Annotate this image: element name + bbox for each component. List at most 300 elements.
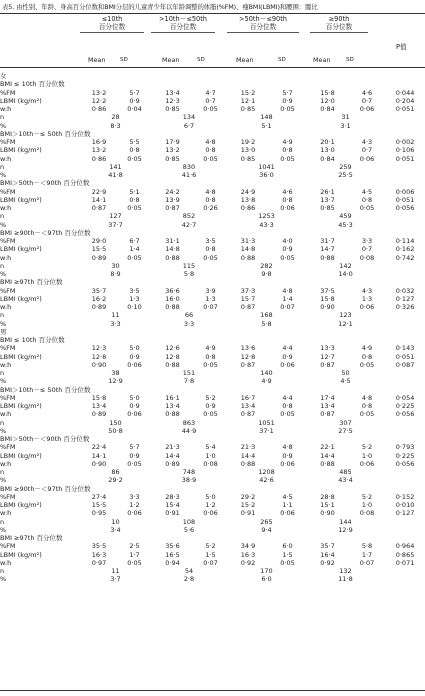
sd-cell: 0·9 — [282, 245, 293, 254]
mean-cell: 17·9 — [165, 138, 180, 146]
sd-cell: 4·6 — [282, 187, 293, 196]
sd-cell: 0·26 — [203, 204, 218, 212]
sd-cell: 0·08 — [359, 509, 375, 518]
p-value-cell: 0·106 — [395, 146, 415, 155]
table-row — [0, 427, 425, 435]
group-label: BMI ≥90th－＜97th 百分位数 — [0, 484, 91, 493]
sd-cell: 0·8 — [361, 195, 373, 204]
p-value-cell: 0·127 — [395, 509, 415, 518]
count-cell: 50·8 — [108, 426, 123, 435]
table-row — [0, 97, 425, 105]
row-label: w:h — [0, 558, 12, 567]
table-row — [0, 567, 425, 575]
mean-cell: 31·1 — [165, 237, 180, 245]
mean-cell: 12·6 — [165, 344, 180, 353]
table-row — [0, 443, 425, 451]
mean-cell: 0·85 — [240, 105, 256, 113]
mean-cell: 21·3 — [165, 443, 180, 452]
p-value-cell: 0·087 — [395, 360, 415, 369]
sd-cell: 0·08 — [359, 253, 375, 262]
row-label: LBMI (kg/m²) — [0, 146, 42, 155]
mean-cell: 12·8 — [240, 352, 256, 361]
sd-cell: 0·07 — [359, 558, 375, 567]
count-cell: 5·1 — [261, 121, 272, 130]
count-cell: 3·4 — [110, 525, 121, 534]
count-cell: 132 — [339, 567, 352, 575]
table-row — [0, 460, 425, 468]
sd-cell: 0·06 — [127, 509, 142, 518]
table-row — [0, 155, 425, 163]
sd-cell: 1·2 — [205, 501, 216, 509]
sd-cell: 0·9 — [129, 451, 140, 460]
header-group-1-label: ≤10th 百分位数 — [98, 15, 126, 31]
row-label: w:h — [0, 105, 12, 113]
p-value-cell: 0·056 — [395, 410, 415, 419]
mean-cell: 15·8 — [320, 88, 335, 97]
mean-cell: 26·1 — [320, 187, 335, 196]
mean-header: Mean — [88, 56, 106, 64]
row-label: % — [0, 171, 7, 179]
mean-cell: 24·2 — [165, 187, 180, 196]
sd-cell: 4·4 — [282, 393, 293, 402]
mean-cell: 0·89 — [91, 303, 107, 311]
p-value-cell: 0·225 — [395, 402, 415, 410]
mean-header: Mean — [313, 56, 331, 64]
sd-cell: 0·05 — [203, 154, 218, 163]
sd-cell: 0·7 — [361, 96, 373, 105]
sd-cell: 0·7 — [361, 146, 373, 155]
sd-cell: 4·3 — [361, 138, 373, 146]
row-label: LBMI (kg/m²) — [0, 96, 42, 105]
sd-cell: 0·9 — [282, 96, 293, 105]
empty-cell — [385, 427, 425, 435]
p-value-cell: 0·010 — [395, 501, 415, 509]
row-label: LBMI (kg/m²) — [0, 195, 42, 204]
mean-cell: 14·4 — [240, 451, 256, 460]
table-row — [0, 245, 425, 253]
count-cell: 168 — [260, 311, 273, 320]
group-row — [0, 534, 425, 542]
table-row — [0, 295, 425, 303]
empty-cell — [385, 113, 425, 121]
table-row — [0, 559, 425, 567]
mean-cell: 15·7 — [240, 294, 256, 303]
row-label: %FM — [0, 187, 16, 196]
empty-cell — [385, 575, 425, 583]
top-rule — [0, 13, 425, 14]
count-cell: 50 — [341, 369, 350, 377]
sd-cell: 0·05 — [127, 253, 142, 262]
mean-cell: 13·4 — [165, 402, 180, 410]
mean-cell: 0·88 — [165, 410, 180, 419]
empty-cell — [385, 468, 425, 476]
sd-cell: 1·4 — [129, 245, 140, 254]
mean-cell: 16·7 — [240, 393, 256, 402]
empty-cell — [385, 212, 425, 220]
count-cell: 4·5 — [340, 377, 351, 386]
sd-cell: 1·7 — [129, 550, 140, 559]
mean-cell: 12·3 — [91, 344, 107, 353]
sd-cell: 0·06 — [280, 204, 295, 212]
sd-cell: 0·04 — [127, 105, 142, 113]
sd-cell: 3·3 — [129, 492, 140, 501]
row-label: %FM — [0, 138, 16, 146]
count-cell: 115 — [182, 261, 196, 270]
p-value-cell: 0·742 — [395, 253, 415, 262]
count-cell: 3·3 — [183, 319, 195, 328]
row-label: % — [0, 525, 7, 534]
count-cell: 43·3 — [259, 220, 274, 229]
row-label: n — [0, 212, 5, 221]
sd-cell: 4·8 — [282, 443, 293, 452]
count-cell: 41·8 — [108, 171, 123, 179]
sd-cell: 6·7 — [129, 237, 140, 245]
mean-cell: 13·2 — [91, 146, 107, 155]
mean-cell: 0·87 — [91, 204, 107, 212]
count-cell: 27·5 — [338, 426, 353, 435]
sd-cell: 2·5 — [129, 542, 140, 551]
group-label: BMI＞10th－≤ 50th 百分位数 — [0, 129, 91, 138]
group-label: BMI ≥97th 百分位数 — [0, 278, 63, 287]
sd-cell: 4·5 — [282, 492, 293, 501]
sd-cell: 0·05 — [203, 253, 218, 262]
mean-cell: 0·89 — [91, 253, 107, 262]
sd-cell: 4·7 — [205, 88, 216, 97]
count-cell: 7·8 — [183, 377, 195, 386]
sd-cell: 4·5 — [361, 187, 373, 196]
mean-cell: 13·4 — [240, 402, 256, 410]
sd-cell: 0·9 — [205, 402, 216, 410]
sd-cell: 1·7 — [361, 550, 373, 559]
sd-cell: 0·06 — [359, 105, 375, 113]
mean-cell: 29·0 — [91, 237, 107, 245]
count-cell: 863 — [182, 418, 196, 427]
table-row — [0, 146, 425, 154]
sd-cell: 0·05 — [203, 105, 218, 113]
table-row — [0, 138, 425, 146]
sd-cell: 0·05 — [359, 360, 375, 369]
count-cell: 1041 — [258, 162, 275, 171]
mean-cell: 14·8 — [165, 245, 180, 254]
table-row — [0, 212, 425, 220]
row-label: % — [0, 121, 7, 130]
mean-cell: 0·88 — [320, 459, 335, 468]
sd-cell: 0·05 — [127, 204, 142, 212]
mean-cell: 15·8 — [320, 294, 335, 303]
bottom-rule — [0, 690, 425, 691]
p-value-cell: 0·051 — [395, 105, 415, 113]
mean-cell: 13·7 — [320, 195, 335, 204]
row-label: LBMI (kg/m²) — [0, 402, 42, 410]
mean-cell: 16·5 — [165, 550, 180, 559]
count-cell: 307 — [339, 418, 352, 427]
count-cell: 1051 — [258, 418, 275, 427]
group-row — [0, 80, 425, 88]
empty-cell — [385, 476, 425, 484]
row-label: % — [0, 377, 7, 386]
sd-cell: 4·8 — [205, 138, 216, 146]
mean-cell: 12·8 — [91, 352, 107, 361]
sd-cell: 0·07 — [203, 303, 218, 311]
sd-cell: 1·5 — [205, 550, 216, 559]
sd-cell: 6·0 — [282, 542, 293, 551]
count-cell: 148 — [260, 113, 273, 122]
p-value-cell: 0·006 — [395, 187, 415, 196]
row-label: w:h — [0, 204, 12, 212]
header-group-4-label: ≥90th 百分位数 — [325, 15, 353, 31]
sd-cell: 0·05 — [280, 154, 295, 163]
group-row — [0, 386, 425, 394]
group-label: BMI＞10th－≤ 50th 百分位数 — [0, 385, 91, 394]
mean-cell: 15·5 — [91, 245, 107, 254]
count-cell: 38 — [111, 369, 120, 377]
p-value-cell: 0·051 — [395, 195, 415, 204]
table-row — [0, 394, 425, 402]
count-cell: 4·9 — [261, 377, 272, 386]
count-cell: 12·9 — [338, 525, 353, 534]
sd-cell: 5·8 — [361, 542, 373, 551]
count-cell: 459 — [339, 212, 352, 221]
table-row — [0, 402, 425, 410]
sd-cell: 1·0 — [361, 501, 373, 509]
table-row — [0, 509, 425, 517]
sd-cell: 0·08 — [203, 459, 218, 468]
mean-cell: 15·4 — [165, 501, 180, 509]
mean-cell: 0·84 — [320, 105, 335, 113]
table-row — [0, 493, 425, 501]
mean-cell: 13·0 — [240, 146, 256, 155]
header-group-2 — [151, 15, 215, 33]
count-cell: 36·0 — [259, 171, 274, 179]
mean-cell: 16·2 — [91, 294, 107, 303]
mean-cell: 37·3 — [240, 286, 256, 295]
row-label: w:h — [0, 459, 12, 468]
mean-cell: 0·97 — [91, 558, 107, 567]
count-cell: 140 — [260, 369, 273, 377]
sd-cell: 1·4 — [282, 294, 293, 303]
table-row — [0, 237, 425, 245]
mean-cell: 0·85 — [165, 105, 180, 113]
mean-cell: 0·87 — [240, 360, 256, 369]
empty-cell — [385, 419, 425, 427]
mean-header: Mean — [162, 56, 180, 64]
count-cell: 25·5 — [338, 171, 353, 179]
row-label: n — [0, 162, 5, 171]
group-row — [0, 179, 425, 187]
count-cell: 12·1 — [338, 319, 353, 328]
sd-cell: 1·3 — [361, 294, 373, 303]
group-label: BMI＞50th－＜90th 百分位数 — [0, 179, 90, 188]
sd-cell: 0·06 — [280, 360, 295, 369]
table-row — [0, 122, 425, 130]
sd-cell: 5·7 — [129, 88, 140, 97]
mean-cell: 24·9 — [240, 187, 256, 196]
sd-cell: 0·9 — [129, 402, 140, 410]
empty-cell — [385, 369, 425, 377]
sd-cell: 5·0 — [129, 344, 140, 353]
row-label: w:h — [0, 303, 12, 311]
mean-header: Mean — [236, 56, 254, 64]
row-label: w:h — [0, 154, 12, 163]
mean-cell: 15·5 — [91, 501, 107, 509]
sd-cell: 0·10 — [127, 303, 142, 311]
count-cell: 42·7 — [181, 220, 197, 229]
mean-cell: 0·88 — [240, 253, 256, 262]
p-value-cell: 0·162 — [395, 245, 415, 254]
p-value-cell: 0·071 — [395, 558, 415, 567]
mean-cell: 13·0 — [320, 146, 335, 155]
empty-cell — [385, 122, 425, 130]
row-label: % — [0, 270, 7, 278]
row-label: LBMI (kg/m²) — [0, 501, 42, 509]
mean-cell: 27·4 — [91, 492, 107, 501]
p-value-cell: 0·143 — [395, 344, 415, 353]
mean-cell: 0·85 — [240, 154, 256, 163]
p-value-cell: 0·054 — [395, 393, 415, 402]
mean-cell: 29·2 — [240, 492, 256, 501]
sd-cell: 0·05 — [127, 558, 142, 567]
mean-cell: 0·91 — [165, 509, 180, 518]
mean-cell: 14·1 — [91, 451, 107, 460]
mean-cell: 0·87 — [320, 410, 335, 419]
sd-cell: 3·3 — [361, 237, 373, 245]
p-value-cell: 0·056 — [395, 459, 415, 468]
mean-cell: 0·92 — [240, 558, 256, 567]
sd-cell: 0·8 — [205, 146, 216, 155]
sd-cell: 1·3 — [129, 294, 140, 303]
p-value-cell: 0·032 — [395, 286, 415, 295]
table-row — [0, 204, 425, 212]
empty-cell — [385, 171, 425, 179]
header-group-1 — [80, 15, 144, 33]
row-label: LBMI (kg/m²) — [0, 294, 42, 303]
sd-cell: 1·0 — [361, 451, 373, 460]
mean-cell: 12·3 — [165, 96, 180, 105]
data-table — [0, 72, 425, 584]
mean-cell: 22·1 — [320, 443, 335, 452]
count-cell: 54 — [184, 567, 194, 575]
mean-cell: 16·9 — [91, 138, 107, 146]
mean-cell: 0·86 — [91, 154, 107, 163]
mean-cell: 0·88 — [240, 459, 256, 468]
p-value-cell: 0·204 — [395, 96, 415, 105]
sd-cell: 0·05 — [203, 410, 218, 419]
row-label: n — [0, 567, 5, 575]
mean-cell: 0·88 — [165, 303, 180, 311]
mean-cell: 0·90 — [320, 509, 335, 518]
mean-cell: 16·3 — [91, 550, 107, 559]
p-value-cell: 0·964 — [395, 542, 415, 551]
count-cell: 10 — [111, 517, 120, 526]
count-cell: 8·3 — [110, 121, 121, 130]
table-row — [0, 344, 425, 352]
sd-cell: 0·7 — [205, 96, 216, 105]
row-label: %FM — [0, 492, 16, 501]
mean-cell: 16·1 — [165, 393, 180, 402]
count-cell: 11 — [111, 567, 120, 575]
mean-cell: 0·94 — [165, 558, 180, 567]
sd-cell: 5·5 — [129, 138, 140, 146]
row-label: n — [0, 369, 5, 377]
mean-cell: 0·87 — [240, 303, 256, 311]
mean-cell: 21·3 — [240, 443, 256, 452]
mean-cell: 0·89 — [91, 410, 107, 419]
sd-cell: 4·8 — [205, 187, 216, 196]
count-cell: 150 — [109, 418, 122, 427]
row-label: n — [0, 311, 5, 320]
mean-cell: 12·1 — [240, 96, 256, 105]
table-row — [0, 452, 425, 460]
mean-cell: 14·1 — [91, 195, 107, 204]
count-cell: 6·7 — [183, 121, 195, 130]
sd-cell: 3·9 — [205, 286, 216, 295]
empty-cell — [385, 377, 425, 385]
mean-cell: 0·90 — [91, 459, 107, 468]
mean-cell: 36·6 — [165, 286, 180, 295]
sd-cell: 0·8 — [129, 195, 140, 204]
mean-cell: 31·3 — [240, 237, 256, 245]
mean-cell: 0·86 — [91, 105, 107, 113]
sd-cell: 0·07 — [280, 303, 295, 311]
mean-cell: 35·7 — [91, 286, 107, 295]
row-label: n — [0, 418, 5, 427]
sd-cell: 1·2 — [129, 501, 140, 509]
table-row — [0, 377, 425, 385]
row-label: LBMI (kg/m²) — [0, 352, 42, 361]
table-row — [0, 518, 425, 526]
table-row — [0, 287, 425, 295]
count-cell: 28 — [111, 113, 120, 122]
count-cell: 14·0 — [338, 270, 353, 278]
mean-cell: 0·84 — [320, 154, 335, 163]
empty-cell — [385, 567, 425, 575]
sd-cell: 4·9 — [282, 138, 293, 146]
count-cell: 5·6 — [183, 525, 195, 534]
mean-cell: 35·5 — [91, 542, 107, 551]
p-value-cell: 0·865 — [395, 550, 415, 559]
count-cell: 11 — [111, 311, 120, 320]
p-value-cell: 0·152 — [395, 492, 415, 501]
sd-cell: 0·8 — [361, 352, 373, 361]
table-row — [0, 468, 425, 476]
mean-cell: 0·85 — [320, 204, 335, 212]
mean-cell: 13·4 — [165, 88, 180, 97]
sd-header: SD — [346, 57, 354, 63]
sd-cell: 1·5 — [282, 550, 293, 559]
row-label: %FM — [0, 88, 16, 97]
count-cell: 282 — [260, 261, 273, 270]
row-label: w:h — [0, 253, 12, 262]
mean-cell: 0·90 — [91, 360, 107, 369]
row-label: %FM — [0, 344, 16, 353]
row-label: w:h — [0, 509, 12, 518]
row-label: LBMI (kg/m²) — [0, 245, 42, 254]
count-cell: 38·9 — [181, 476, 197, 485]
mean-cell: 0·88 — [165, 360, 180, 369]
mean-cell: 37·5 — [320, 286, 335, 295]
table-row — [0, 270, 425, 278]
sd-cell: 5·4 — [205, 443, 216, 452]
count-cell: 1253 — [258, 212, 275, 221]
count-cell: 3·3 — [110, 319, 121, 328]
count-cell: 3·7 — [110, 575, 121, 584]
p-value-cell: 0·051 — [395, 154, 415, 163]
mean-cell: 34·9 — [240, 542, 256, 551]
p-value-cell: 0·127 — [395, 294, 415, 303]
p-value-cell: 0·326 — [395, 303, 415, 311]
mean-cell: 22·9 — [91, 187, 107, 196]
mean-cell: 16·0 — [165, 294, 180, 303]
